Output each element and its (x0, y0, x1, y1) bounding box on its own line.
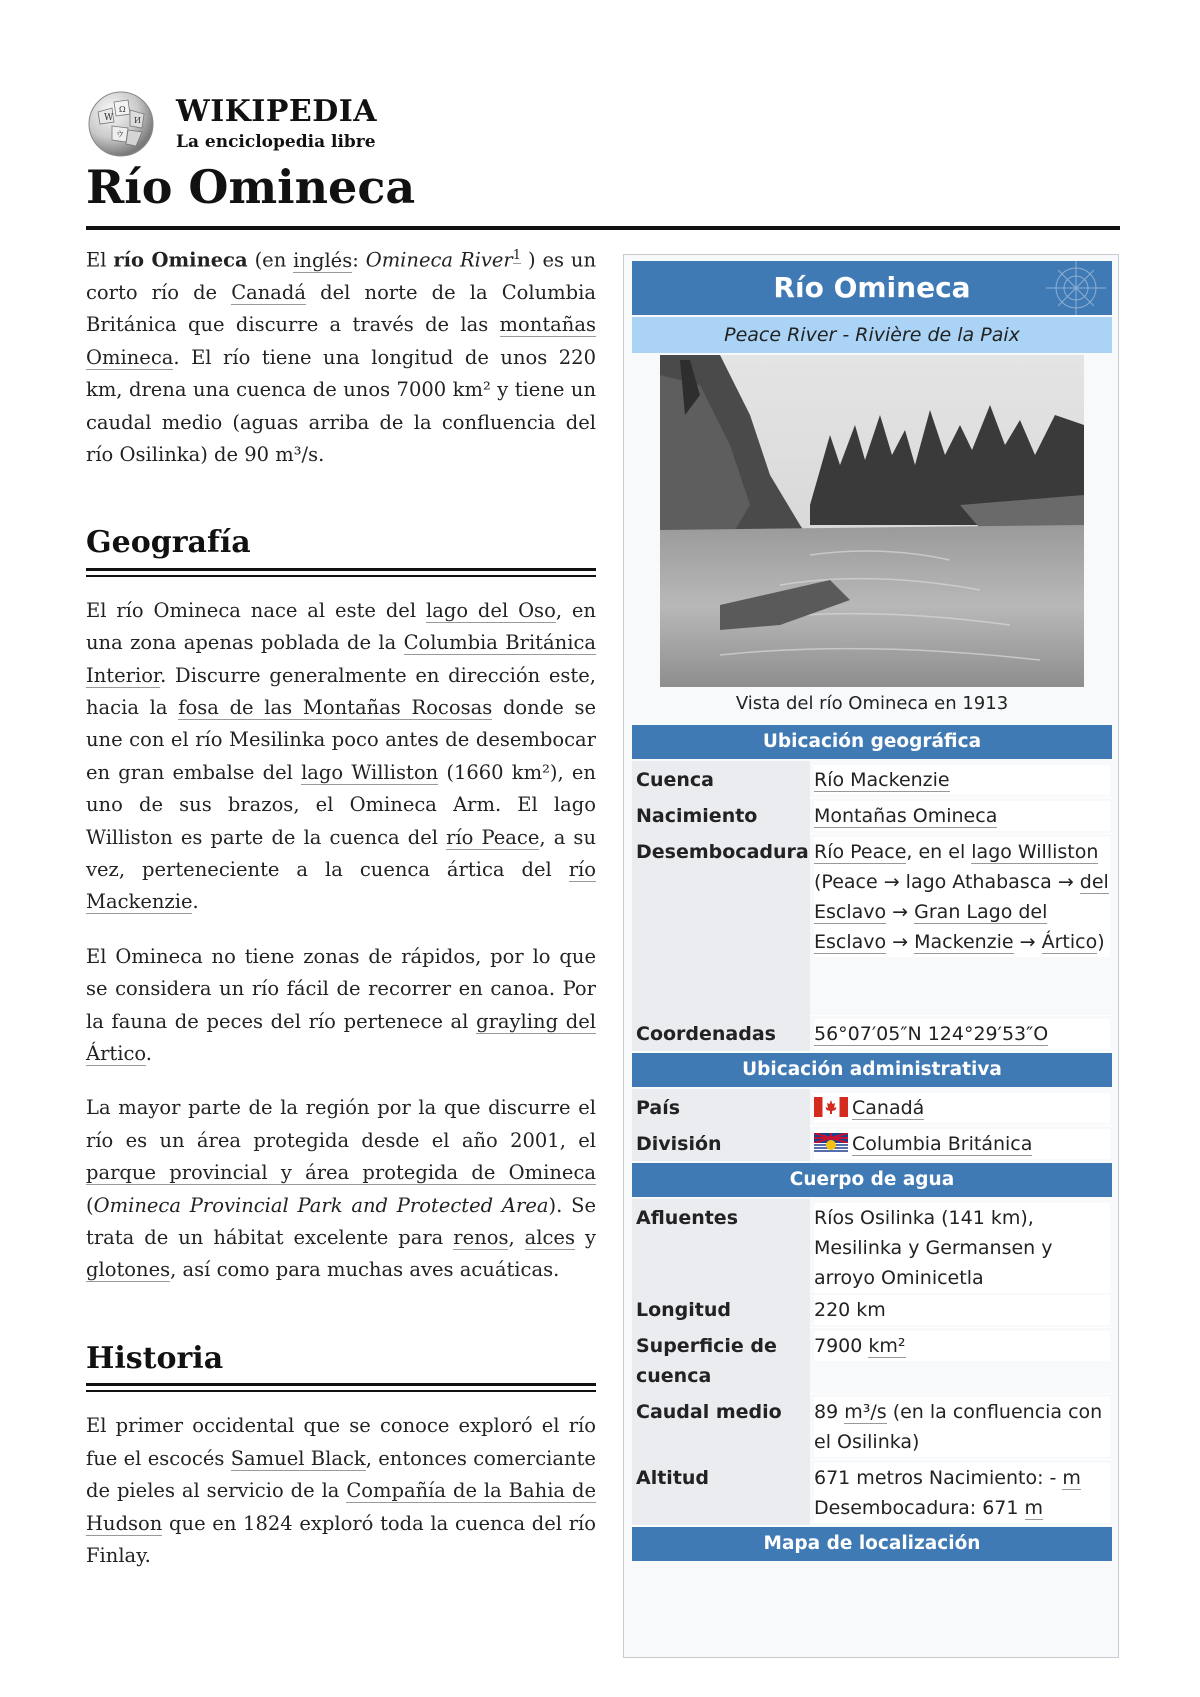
link-lago-williston[interactable]: lago Williston (301, 760, 439, 784)
link-canada-infobox[interactable]: Canadá (852, 1097, 925, 1119)
text: ) es un corto río de (86, 248, 596, 304)
link-ingles[interactable]: inglés (293, 248, 353, 272)
text: La mayor parte de la región por la que discurre el río es un área protegida desde el año 2001, el (86, 1096, 596, 1152)
infobox (623, 254, 1119, 1658)
value-coordenadas (814, 1019, 1110, 1049)
row-afluentes (632, 1199, 1112, 1292)
italic-term: Omineca River (365, 248, 513, 272)
link-lago-williston-infobox[interactable]: lago Williston (971, 841, 1099, 863)
text: del norte de la Columbia Británica que discurre a través de las (86, 280, 596, 337)
italic-term: Omineca Provincial Park and Protected Area (93, 1193, 549, 1217)
text: Desembocadura: 671 (814, 1497, 1025, 1519)
text: → (886, 901, 915, 923)
value-cuenca (814, 765, 1110, 795)
link-canada[interactable]: Canadá (231, 280, 307, 304)
text: (1660 km²), en uno de sus brazos, el Omineca Arm. El lago Williston es parte de la cuenca del (86, 760, 596, 849)
text: El Omineca no tiene zonas de rápidos, por lo que se considera un río fácil de recorrer en canoa. Por la fauna de peces del río pertenece al (86, 944, 596, 1033)
value-nacimiento (814, 801, 1110, 831)
link-m3s[interactable]: m³/s (844, 1401, 887, 1423)
text: 89 (814, 1401, 845, 1423)
text: , entonces comerciante de pieles al servicio de la (86, 1446, 596, 1503)
value-caudal (814, 1397, 1110, 1457)
label-cuenca: Cuenca (636, 769, 714, 791)
link-coordenadas[interactable]: 56°07′05″N 124°29′53″O (814, 1023, 1049, 1045)
text: ) (1097, 931, 1105, 953)
label-longitud: Longitud (636, 1299, 732, 1321)
section-heading-geografia: Geografía (86, 527, 596, 570)
label-altitud: Altitud (636, 1467, 710, 1489)
svg-text:W: W (104, 113, 114, 123)
text: , en el (906, 841, 972, 863)
page-title: Río Omineca (86, 160, 416, 214)
infobox-subtitle: Peace River - Rivière de la Paix (632, 317, 1112, 353)
link-del-esclavo[interactable]: del Esclavo (814, 871, 1109, 923)
row-longitud (632, 1291, 1112, 1328)
row-superficie (632, 1327, 1112, 1394)
text: , a su vez, perteneciente a la cuenca ártica del (86, 825, 596, 881)
bold-term: río Omineca (113, 248, 248, 272)
svg-text:ウ: ウ (116, 130, 124, 139)
label-division: División (636, 1133, 722, 1155)
row-altitud (632, 1459, 1112, 1526)
article-body (86, 240, 596, 1594)
infobox-title-text: Río Omineca (773, 271, 971, 304)
text: donde se une con el río Mesilinka poco antes de desembocar en gran embalse del (86, 695, 597, 784)
canada-flag-icon (814, 1097, 848, 1117)
link-compania-bahia-hudson[interactable]: Compañía de la Bahia de Hudson (86, 1479, 596, 1535)
link-glotones[interactable]: glotones (86, 1258, 171, 1282)
value-division (814, 1129, 1110, 1159)
text: . (145, 1042, 152, 1066)
text: : (352, 248, 366, 272)
label-afluentes: Afluentes (636, 1207, 739, 1229)
section-ubicacion-geografica: Ubicación geográfica (632, 725, 1112, 759)
value-pais (814, 1093, 1110, 1123)
value-altitud (814, 1463, 1110, 1523)
text: El río Omineca nace al este del (86, 598, 426, 622)
reference-link[interactable]: 1 (512, 248, 522, 263)
text: y (574, 1226, 596, 1250)
text: (en la confluencia con el Osilinka) (814, 1401, 1103, 1453)
link-columbia-britanica-infobox[interactable]: Columbia Británica (852, 1133, 1033, 1155)
link-montanas-omineca[interactable]: montañas Omineca (86, 313, 596, 369)
link-metro-1[interactable]: m (1062, 1467, 1081, 1489)
link-montanas-omineca-infobox[interactable]: Montañas Omineca (814, 805, 998, 827)
british-columbia-flag-icon (814, 1133, 848, 1153)
row-pais (632, 1089, 1112, 1126)
row-coordenadas (632, 1015, 1112, 1052)
text: . El río tiene una longitud de unos 220 km, drena una cuenca de unos 7000 km² y tiene un caudal medio (aguas arriba de la confluencia del río Osilinka) de 90 m³/s. (86, 345, 596, 466)
row-cuenca (632, 761, 1112, 798)
label-coordenadas: Coordenadas (636, 1023, 776, 1045)
label-nacimiento: Nacimiento (636, 805, 758, 827)
svg-text:Ω: Ω (119, 105, 126, 114)
intro-paragraph (86, 240, 596, 471)
text: (Peace → lago Athabasca → (814, 871, 1080, 893)
link-rio-peace[interactable]: río Peace (446, 825, 540, 849)
link-columbia-britanica-interior[interactable]: Columbia Británica Interior (86, 631, 596, 687)
row-nacimiento (632, 797, 1112, 834)
row-division (632, 1125, 1112, 1162)
link-rio-peace-infobox[interactable]: Río Peace (814, 841, 907, 863)
link-alces[interactable]: alces (524, 1226, 575, 1250)
link-mackenzie[interactable]: Mackenzie (914, 931, 1014, 953)
text: , en una zona apenas poblada de la (86, 598, 596, 655)
link-artico[interactable]: Ártico (1041, 931, 1098, 953)
geografia-paragraph-3 (86, 1092, 596, 1286)
value-longitud: 220 km (814, 1295, 1110, 1325)
wikipedia-wordmark: WIKIPEDIA (176, 94, 378, 129)
geografia-paragraph-2 (86, 941, 596, 1071)
text: , (508, 1226, 525, 1250)
title-divider (86, 226, 1120, 230)
historia-paragraph-1 (86, 1410, 596, 1572)
label-caudal: Caudal medio (636, 1401, 782, 1423)
label-desembocadura: Desembocadura (636, 841, 809, 863)
text: , así como para muchas aves acuáticas. (170, 1258, 560, 1282)
row-desembocadura (632, 833, 1112, 1016)
link-gran-lago-del-esclavo[interactable]: Gran Lago del Esclavo (814, 901, 1048, 953)
link-fosa-montanas-rocosas[interactable]: fosa de las Montañas Rocosas (178, 695, 493, 719)
wikipedia-logo[interactable] (86, 88, 386, 160)
photo-caption: Vista del río Omineca en 1913 (735, 693, 1009, 714)
label-superficie: Superficie de cuenca (636, 1335, 777, 1387)
section-mapa-localizacion: Mapa de localización (632, 1527, 1112, 1561)
value-afluentes: Ríos Osilinka (141 km), Mesilinka y Germansen y arroyo Ominicetla (814, 1203, 1110, 1293)
text: . Discurre generalmente en dirección este, hacia la (86, 663, 596, 719)
link-km2[interactable]: km² (868, 1335, 906, 1357)
value-superficie (814, 1331, 1110, 1361)
text: ( (86, 1193, 94, 1217)
link-renos[interactable]: renos (453, 1226, 509, 1250)
section-ubicacion-administrativa: Ubicación administrativa (632, 1053, 1112, 1087)
text: 7900 (814, 1335, 869, 1357)
link-rio-mackenzie-infobox[interactable]: Río Mackenzie (814, 769, 950, 791)
river-photo[interactable] (660, 355, 1084, 687)
row-caudal (632, 1393, 1112, 1460)
text: ). Se trata de un hábitat excelente para (86, 1193, 597, 1250)
compass-rose-icon (1016, 261, 1106, 315)
link-parque-provincial[interactable]: parque provincial y área protegida de Omineca (86, 1161, 596, 1185)
link-lago-del-oso[interactable]: lago del Oso (425, 598, 556, 622)
text: El primer occidental que se conoce exploró el río fue el escocés (86, 1414, 596, 1470)
link-samuel-black[interactable]: Samuel Black (230, 1446, 366, 1470)
text: (en (247, 248, 294, 272)
section-heading-historia: Historia (86, 1343, 596, 1386)
wikipedia-globe-icon (86, 88, 156, 158)
text: . (192, 890, 199, 914)
svg-text:И: И (134, 116, 141, 125)
geografia-paragraph-1 (86, 595, 596, 919)
label-pais: País (636, 1097, 681, 1119)
value-desembocadura (814, 837, 1110, 957)
link-grayling-artico[interactable]: grayling del Ártico (86, 1009, 596, 1066)
text: que en 1824 exploró toda la cuenca del río Finlay. (86, 1511, 596, 1567)
text: 671 metros Nacimiento: - (814, 1467, 1063, 1489)
text: → (1013, 931, 1042, 953)
text: → (886, 931, 915, 953)
link-rio-mackenzie[interactable]: río Mackenzie (86, 858, 596, 914)
infobox-title (632, 261, 1112, 315)
link-metro-2[interactable]: m (1024, 1497, 1044, 1519)
text: El (86, 248, 114, 272)
wikipedia-tagline: La enciclopedia libre (176, 132, 376, 152)
section-cuerpo-de-agua: Cuerpo de agua (632, 1163, 1112, 1197)
